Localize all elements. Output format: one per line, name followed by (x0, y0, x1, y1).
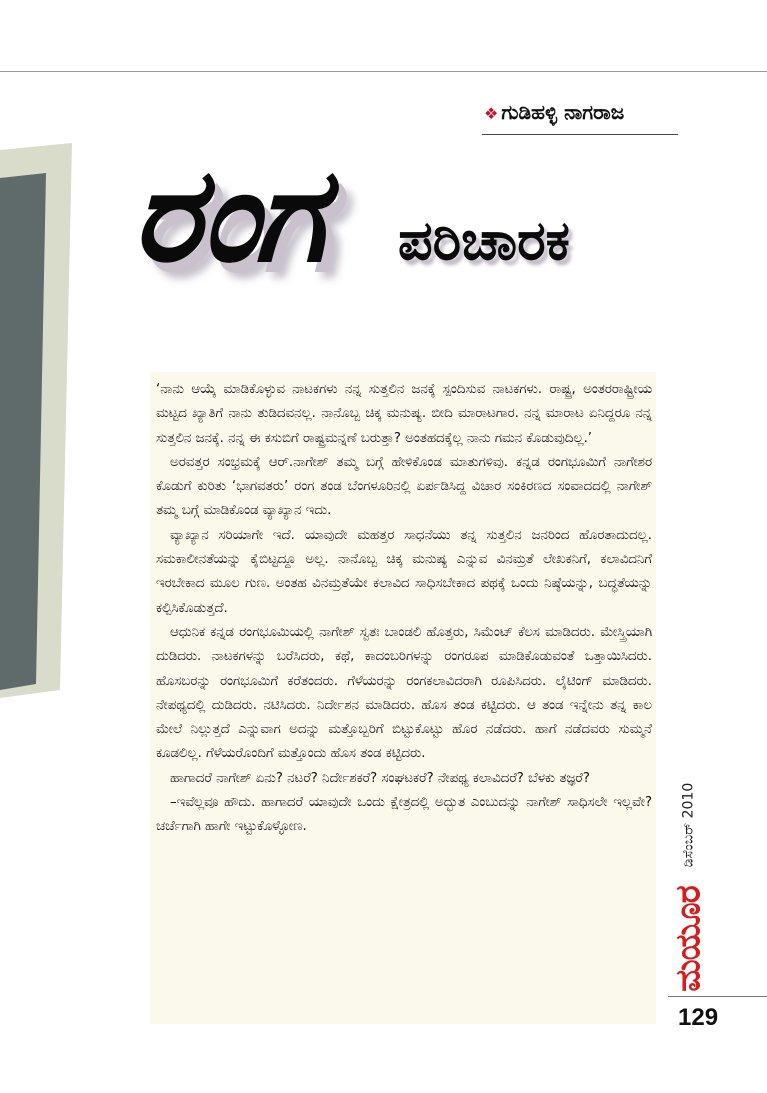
magazine-logo (664, 880, 714, 998)
author-name: ಗುಡಿಹಳ್ಳಿ ನಾಗರಾಜ (501, 100, 625, 124)
decorative-panel (0, 0, 80, 700)
title-sub: ಪರಿಚಾರಕ (398, 209, 570, 272)
article-paragraph: ಹಾಗಾದರೆ ನಾಗೇಶ್ ಏನು? ನಟರೆ? ನಿರ್ದೇಶಕರೆ? ಸಂಘಟಕರೆ? ನೇಪಥ್ಯ ಕಲಾವಿದರೆ? ಬೆಳಕು ತಜ್ಞರೆ? (170, 770, 590, 786)
issue-date-text: ಡಿಸೆಂಬರ್ 2010 (680, 782, 697, 868)
page-number-rule (668, 996, 767, 997)
title-main: ರಂಗ (132, 138, 321, 291)
issue-date (668, 770, 708, 880)
article-paragraph: ‘ನಾನು ಆಯ್ಕೆ ಮಾಡಿಕೊಳ್ಳುವ ನಾಟಕಗಳು ನನ್ನ ಸುತ್ತಲಿನ ಜನಕ್ಕೆ ಸ್ಪಂದಿಸುವ ನಾಟಕಗಳು. ರಾಷ್ಟ್ರ, ಅಂತರರಾಷ್ಟ್ರೀಯ ಮಟ್ಟದ ಖ್ಯಾತಿಗೆ ನಾನು ತುಡಿದವನಲ್ಲ. ನಾನೊಬ್ಬ ಚಿಕ್ಕ ಮನುಷ್ಯ. ಬೀದಿ ಮಾರಾಟಗಾರ. ನನ್ನ ಮಾರಾಟ ಏನಿದ್ದರೂ ನನ್ನ ಸುತ್ತಲಿನ ಜನಕ್ಕೆ. ನನ್ನ ಈ ಕಸುಬಿಗೆ ರಾಷ್ಟ್ರಮನ್ನಣೆ ಬರುತ್ತಾ? ಅಂತಹದಕ್ಕೆಲ್ಲ ನಾನು ಗಮನ ಕೊಡುವುದಿಲ್ಲ.’ (156, 382, 652, 446)
byline (484, 100, 624, 124)
article-paragraph: ಅರವತ್ತರ ಸಂಭ್ರಮಕ್ಕೆ ಆರ್.ನಾಗೇಶ್ ತಮ್ಮ ಬಗ್ಗೆ ಹೇಳಿಕೊಂಡ ಮಾತುಗಳಿವು. ಕನ್ನಡ ರಂಗಭೂಮಿಗೆ ನಾಗೇಶರ ಕೊಡುಗೆ ಕುರಿತು ‘ಭಾಗವತರು’ ರಂಗ ತಂಡ ಬೆಂಗಳೂರಿನಲ್ಲಿ ಏರ್ಪಡಿಸಿದ್ದ ವಿಚಾರ ಸಂಕಿರಣದ ಸಂವಾದದಲ್ಲಿ ನಾಗೇಶ್ ತಮ್ಮ ಬಗ್ಗೆ ಮಾಡಿಕೊಂಡ ವ್ಯಾಖ್ಯಾನ ಇದು. (156, 454, 652, 519)
article-paragraph: ವ್ಯಾಖ್ಯಾನ ಸರಿಯಾಗೇ ಇದೆ. ಯಾವುದೇ ಮಹತ್ತರ ಸಾಧನೆಯು ತನ್ನ ಸುತ್ತಲಿನ ಜನರಿಂದ ಹೊರತಾದುದಲ್ಲ. ಸಮಕಾಲೀನತೆಯನ್ನು ಕೈಬಿಟ್ಟದ್ದೂ ಅಲ್ಲ. ನಾನೊಬ್ಬ ಚಿಕ್ಕ ಮನುಷ್ಯ ಎನ್ನುವ ವಿನಮ್ರತೆ ಲೇಖಕನಿಗೆ, ಕಲಾವಿದನಿಗೆ ಇರಬೇಕಾದ ಮೂಲ ಗುಣ. ಅಂತಹ ವಿನಮ್ರತೆಯೇ ಕಲಾವಿದ ಸಾಧಿಸಬೇಕಾದ ಪಥಕ್ಕೆ ಒಂದು ನಿಷ್ಠೆಯನ್ನು, ಬದ್ಧತೆಯನ್ನು ಕಲ್ಪಿಸಿಕೊಡುತ್ತದೆ. (156, 527, 652, 616)
article-body (150, 372, 656, 1024)
byline-diamond-icon: ❖ (484, 104, 499, 123)
byline-underline (482, 134, 678, 135)
magazine-name: ಮಯೂರ (669, 886, 709, 992)
page-number: 129 (678, 1004, 719, 1031)
article-paragraph: ಆಧುನಿಕ ಕನ್ನಡ ರಂಗಭೂಮಿಯಲ್ಲಿ ನಾಗೇಶ್ ಸ್ವತಃ ಬಾಂಡಲಿ ಹೊತ್ತರು, ಸಿಮೆಂಟ್ ಕೆಲಸ ಮಾಡಿದರು. ಮೇಸ್ತ್ರಿಯಾಗಿ ದುಡಿದರು. ನಾಟಕಗಳನ್ನು ಬರೆಸಿದರು, ಕಥೆ, ಕಾದಂಬರಿಗಳನ್ನು ರಂಗರೂಪ ಮಾಡಿಕೊಡುವಂತೆ ಒತ್ತಾಯಿಸಿದರು. ಹೊಸಬರನ್ನು ರಂಗಭೂಮಿಗೆ ಕರೆತಂದರು. ಗೆಳೆಯರನ್ನು ರಂಗಕಲಾವಿದರಾಗಿ ರೂಪಿಸಿದರು. ಲೈಟಿಂಗ್ ಮಾಡಿದರು. ನೇಪಥ್ಯದಲ್ಲಿ ದುಡಿದರು. ನಟಿಸಿದರು. ನಿರ್ದೇಶನ ಮಾಡಿದರು. ಹೊಸ ತಂಡ ಕಟ್ಟಿದರು. ಆ ತಂಡ ಇನ್ನೇನು ತನ್ನ ಕಾಲ ಮೇಲೆ ನಿಲ್ಲುತ್ತದೆ ಎನ್ನುವಾಗ ಅದನ್ನು ಮತ್ತೊಬ್ಬರಿಗೆ ಬಿಟ್ಟುಕೊಟ್ಟು ಹೊರ ನಡೆದರು. ಹಾಗೆ ನಡೆದವರು ಸುಮ್ಮನೆ ಕೂಡಲಿಲ್ಲ. ಗೆಳೆಯರೊಂದಿಗೆ ಮತ್ತೊಂದು ಹೊಸ ತಂಡ ಕಟ್ಟಿದರು. (156, 624, 652, 762)
article-paragraph: –ಇವೆಲ್ಲವೂ ಹೌದು. ಹಾಗಾದರೆ ಯಾವುದೇ ಒಂದು ಕ್ಷೇತ್ರದಲ್ಲಿ ಅದ್ಭುತ ಎಂಬುದನ್ನು ನಾಗೇಶ್ ಸಾಧಿಸಲೇ ಇಲ್ಲವೇ? ಚರ್ಚೆಗಾಗಿ ಹಾಗೇ ಇಟ್ಟುಕೊಳ್ಳೋಣ. (156, 795, 652, 835)
top-rule (0, 71, 767, 72)
